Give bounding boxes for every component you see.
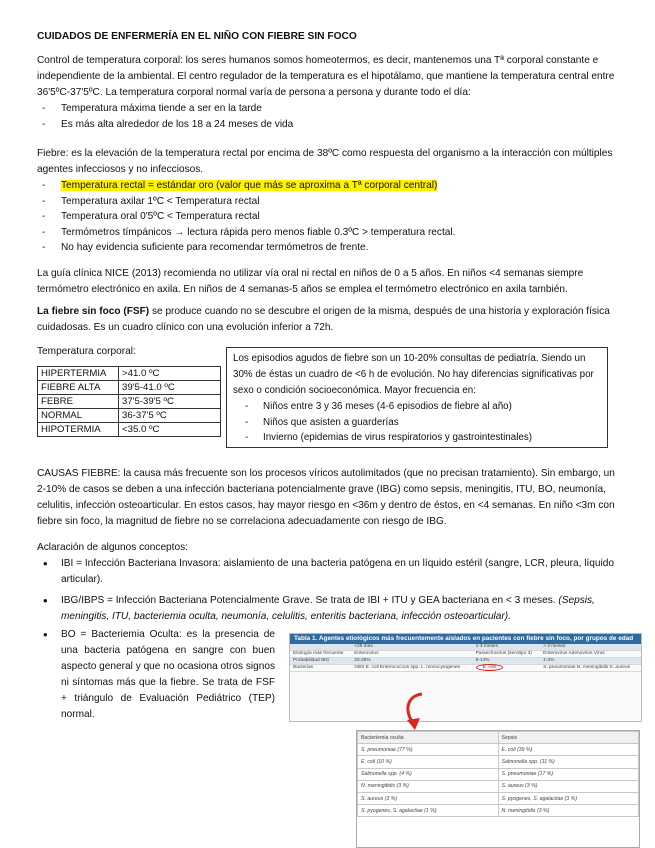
nice-paragraph: La guía clínica NICE (2013) recomienda no utilizar vía oral ni rectal en niños de 0 a 5 años. En niños <4 semanas siempre termómetro electrónico en axila. En niños de 4 semanas-5 años se emplea el termómetro electrónico en axila también. — [37, 268, 584, 295]
fever-list — [37, 178, 623, 256]
table-row — [358, 780, 639, 792]
table-row — [358, 768, 639, 780]
table-row — [38, 367, 221, 381]
table-cell: S. pyogenes, S. agalactiae (3 %) — [498, 792, 639, 804]
table-row — [290, 651, 641, 658]
table-cell: <35.0 ºC — [119, 423, 221, 437]
intro-section — [37, 53, 623, 132]
table-row — [38, 409, 221, 423]
list-item: - Termómetros tímpánicos → lectura rápida pero menos fiable 0.3ºC > temperatura rectal. — [37, 225, 623, 241]
concepts-list — [37, 556, 623, 625]
table-cell: FIEBRE ALTA — [38, 381, 119, 395]
table-cell: 36-37'5 ºC — [119, 409, 221, 423]
etiology-table-image — [289, 633, 642, 722]
bo-list — [37, 627, 275, 723]
intro-list — [37, 101, 623, 132]
figure-caption: Tabla 1. Agentes etiológicos más frecuentemente aislados en pacientes con fiebre sin foco, por grupos de edad — [290, 634, 641, 644]
table-cell: <28 días — [351, 644, 472, 651]
list-item: - Niños entre 3 y 36 meses (4-6 episodios de fiebre al año) — [233, 399, 601, 415]
table-cell: 1-3 meses — [473, 644, 541, 651]
list-item: • IBI = Infección Bacteriana Invasora: aislamiento de una bacteria patógena en un líquido estéril (sangre, LCR, pleura, líquido articular). — [37, 556, 623, 588]
table-cell: S. pneumoniae (17 %) — [498, 768, 639, 780]
fever-section — [37, 146, 623, 256]
temperature-table — [37, 366, 221, 437]
highlight: Temperatura rectal = estándar oro (valor que más se aproxima a Tª corporal central) — [61, 180, 438, 191]
list-item: - Invierno (epidemias de virus respiratorios y gastrointestinales) — [233, 430, 601, 446]
table-cell: Sepsis — [498, 732, 639, 744]
table-row — [290, 658, 641, 665]
table-row — [38, 395, 221, 409]
box-paragraph: Los episodios agudos de fiebre son un 10-20% consultas de pediatría. Siendo un 30% de éstas un cuadro de <6 h de evolución. No hay diferencias significativas por sexo o condición socioeconómica. Mayor frecuencia en: — [233, 353, 594, 396]
list-item: - Es más alta alrededor de los 18 a 24 meses de vida — [37, 117, 623, 133]
table-row — [358, 792, 639, 804]
table-row — [38, 423, 221, 437]
table-cell: S. pyogenes, S. agalactiae (1 %) — [358, 805, 499, 817]
intro-paragraph: Control de temperatura corporal: los seres humanos somos homeotermos, es decir, mantenemos una Tª corporal constante e independiente de la ambiental. El centro regulador de la temperatura es el hipotálamo, que mantiene la temperatura central entre 36'5ºC-37'5ºC. La temperatura corporal normal varía de persona a persona y durante todo el día: — [37, 55, 615, 98]
table-cell: NORMAL — [38, 409, 119, 423]
table-cell: Enterovirus Adenovirus Virus — [540, 651, 641, 658]
fsf-paragraph — [37, 304, 623, 336]
table-cell: Etiología más frecuente — [290, 651, 351, 658]
table-header-row — [358, 732, 639, 744]
table-cell: S. pneumoniae (77 %) — [358, 744, 499, 756]
concepts-label: Aclaración de algunos conceptos: — [37, 542, 188, 553]
list-item: - No hay evidencia suficiente para recomendar termómetros de frente. — [37, 240, 623, 256]
table-cell: 39'5-41.0 ºC — [119, 381, 221, 395]
table-cell: E. coli (39 %) — [498, 744, 639, 756]
table-cell: Bacterias — [290, 665, 351, 672]
table-cell: Enterovirus — [351, 651, 472, 658]
bacteria-table-image — [356, 730, 640, 848]
table-cell: 9-14% — [473, 658, 541, 665]
table-cell: > 3 meses — [540, 644, 641, 651]
table-cell: 1-3% — [540, 658, 641, 665]
table-cell: Probabilidad IBG — [290, 658, 351, 665]
table-row — [358, 756, 639, 768]
ibg-examples: (Sepsis, meningitis, ITU, bacteriemia oculta, neumonía, celulitis, enteritis bacteriana, infección osteoarticular). — [61, 595, 595, 622]
bacteria-table — [357, 731, 639, 817]
table-cell: FEBRE — [38, 395, 119, 409]
fsf-term: La fiebre sin foco (FSF) — [37, 306, 150, 317]
list-item — [37, 593, 623, 625]
table-row — [358, 805, 639, 817]
table-cell: GBS E. coli Enterococcus spp. L. monocytogenes — [351, 665, 472, 672]
etiology-table — [290, 644, 641, 672]
box-list — [233, 399, 601, 446]
causes-paragraph: CAUSAS FIEBRE: la causa más frecuente son los procesos víricos autolimitados (que no precisan tratamiento). Sin embargo, un 2-10% de casos se deben a una infección bacteriana potencialmente grave (IBG) como sepsis, meningitis, ITU, BO, neumonía, celulitis, infección osteoarticular. En estos casos, hay mayor riesgo en <36m y dentro de éstos, en <4 semanas. En niño <3m con fiebre sin foco, la magnitud de fiebre no se correlaciona adecuadamente con riesgo de IBG. — [37, 468, 615, 527]
table-cell: S. aureus (3 %) — [498, 780, 639, 792]
table-row — [358, 744, 639, 756]
list-item: • BO = Bacteriemia Oculta: es la presencia de una bacteria patógena en sangre con buen aspecto general y que no ocasiona otros signos ni síntomas más que la fiebre. Se trata de FSF + triángulo de Evaluación Pediátrico (TEP) normal. — [37, 627, 275, 723]
table-cell: 37'5-39'5 ºC — [119, 395, 221, 409]
ibg-definition: IBG/IBPS = Infección Bacteriana Potencialmente Grave. Se trata de IBI + ITU y GEA bacteriana en < 3 meses. — [61, 595, 559, 606]
table-cell: Paraechovirus (serotipo 3) — [473, 651, 541, 658]
table-cell — [473, 665, 541, 672]
page-title: CUIDADOS DE ENFERMERÍA EN EL NIÑO CON FIEBRE SIN FOCO — [37, 31, 357, 42]
table-cell: >41.0 ºC — [119, 367, 221, 381]
epidemiology-box — [226, 347, 608, 448]
table-cell: S. pneumoniae N. meningitidis S. aureus — [540, 665, 641, 672]
table-cell: S. aureus (3 %) — [358, 792, 499, 804]
list-item: - Temperatura axilar 1ºC < Temperatura rectal — [37, 194, 623, 210]
list-item: - Temperatura máxima tiende a ser en la tarde — [37, 101, 623, 117]
table-cell: E. coli (10 %) — [358, 756, 499, 768]
table-cell: Salmonella spp. (4 %) — [358, 768, 499, 780]
fsf-definition: se produce cuando no se descubre el origen de la misma, después de una historia y exploración física cuidadosas. Es un cuadro clínico con una evolución inferior a 72h. — [37, 306, 610, 333]
list-item: - Temperatura oral 0'5ºC < Temperatura rectal — [37, 209, 623, 225]
temp-table-label: Temperatura corporal: — [37, 346, 136, 357]
table-cell: N. meningitidis (3 %) — [498, 805, 639, 817]
table-cell: Salmonella spp. (11 %) — [498, 756, 639, 768]
red-arrow-icon — [398, 690, 438, 734]
fever-paragraph: Fiebre: es la elevación de la temperatura rectal por encima de 38ºC como respuesta del organismo a la interacción con múltiples agentes infecciosos y no infecciosos. — [37, 148, 613, 175]
table-row — [290, 665, 641, 672]
circled-annotation: E. coli — [476, 664, 503, 671]
table-cell: N. meningitidis (3 %) — [358, 780, 499, 792]
list-item: - Niños que asisten a guarderías — [233, 415, 601, 431]
table-cell: HIPERTERMIA — [38, 367, 119, 381]
table-row — [38, 381, 221, 395]
table-cell: 20-28% — [351, 658, 472, 665]
table-cell: Bacteriemia oculta — [358, 732, 499, 744]
list-item-highlighted — [37, 178, 623, 194]
table-cell: HIPOTERMIA — [38, 423, 119, 437]
